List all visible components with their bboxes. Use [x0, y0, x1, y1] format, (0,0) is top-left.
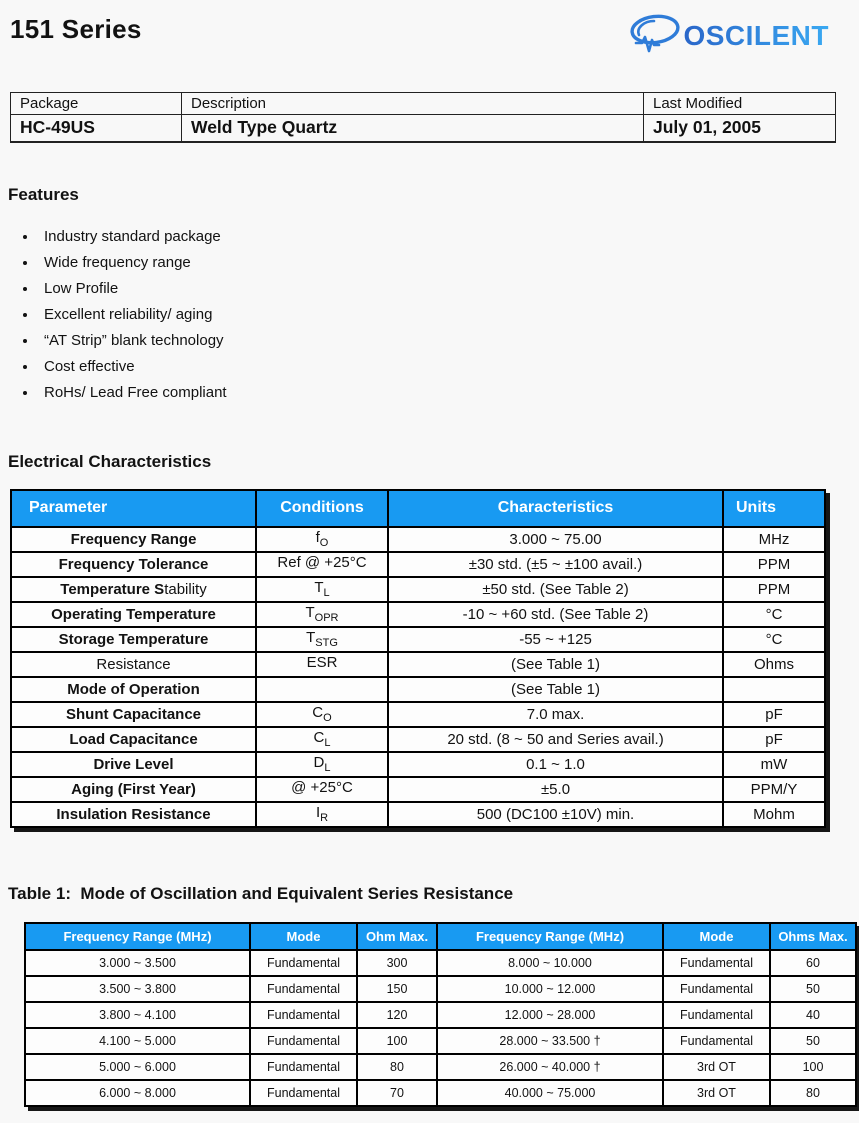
freq-range-cell: 4.100 ~ 5.000 — [25, 1028, 250, 1054]
freq-range-cell: 28.000 ~ 33.500 † — [437, 1028, 663, 1054]
table-row — [11, 677, 825, 702]
mode-cell: Fundamental — [250, 976, 357, 1002]
ohm-max-column-header: Ohm Max. — [357, 923, 437, 950]
parameter-cell — [11, 727, 256, 752]
mode-cell: Fundamental — [250, 1028, 357, 1054]
condition-subscript: O — [323, 712, 332, 724]
elec-header-row — [11, 490, 825, 527]
feature-item: • “AT Strip” blank technology — [38, 328, 851, 354]
mode-cell: Fundamental — [250, 1054, 357, 1080]
conditions-column-header: Conditions — [256, 490, 388, 527]
table-row — [11, 627, 825, 652]
oscilent-swirl-pulse-icon — [628, 12, 680, 59]
parameter-text: Mode of Operation — [67, 680, 200, 698]
table-row — [11, 802, 825, 827]
parameter-text: Operating Temperature — [51, 605, 216, 623]
units-cell: PPM — [723, 577, 825, 602]
units-cell: °C — [723, 602, 825, 627]
oscilent-logo — [628, 12, 829, 59]
table-row — [25, 976, 856, 1002]
condition-cell: $D_L$ — [256, 752, 388, 777]
parameter-text: Aging (First Year) — [71, 780, 196, 798]
condition-cell: @ +25°C — [256, 777, 388, 802]
parameter-text: Storage Temperature — [58, 630, 209, 648]
freq-range-cell: 5.000 ~ 6.000 — [25, 1054, 250, 1080]
ohm-max-cell: 70 — [357, 1080, 437, 1106]
feature-item: • Industry standard package — [38, 224, 851, 250]
ohm-max-cell: 80 — [357, 1054, 437, 1080]
parameter-text: Load Capacitance — [69, 730, 198, 748]
freq-range-cell: 6.000 ~ 8.000 — [25, 1080, 250, 1106]
parameter-cell — [11, 777, 256, 802]
package-value: HC-49US — [11, 115, 182, 142]
parameter-text: Frequency Range — [70, 530, 197, 548]
electrical-characteristics-heading: Electrical Characteristics — [8, 451, 212, 471]
units-cell: pF — [723, 702, 825, 727]
units-cell: °C — [723, 627, 825, 652]
units-cell — [723, 677, 825, 702]
parameter-cell: Temperature Stability — [11, 577, 256, 602]
units-cell: mW — [723, 752, 825, 777]
parameter-cell — [11, 627, 256, 652]
condition-subscript: OPR — [314, 612, 339, 624]
table-row — [11, 652, 825, 677]
condition-cell: $I_R$ — [256, 802, 388, 827]
condition-subscript: R — [320, 812, 329, 824]
characteristics-cell: ±50 std. (See Table 2) — [388, 577, 723, 602]
parameter-cell — [11, 602, 256, 627]
mode-cell: Fundamental — [250, 950, 357, 976]
condition-subscript: STG — [315, 637, 338, 649]
page-header — [8, 12, 851, 59]
page-title: 151 Series — [10, 14, 142, 44]
ohms-max-cell: 40 — [770, 1002, 856, 1028]
table-row — [25, 1002, 856, 1028]
parameter-cell — [11, 527, 256, 552]
description-column-header: Description — [182, 93, 644, 115]
condition-subscript: O — [319, 537, 329, 549]
units-cell: MHz — [723, 527, 825, 552]
freq-range-cell: 40.000 ~ 75.000 — [437, 1080, 663, 1106]
characteristics-cell: 20 std. (8 ~ 50 and Series avail.) — [388, 727, 723, 752]
units-cell: Ohms — [723, 652, 825, 677]
mode-cell: Fundamental — [663, 1002, 770, 1028]
condition-cell: $T_{STG}$ — [256, 627, 388, 652]
ohms-max-cell: 100 — [770, 1054, 856, 1080]
ohms-max-column-header: Ohms Max. — [770, 923, 856, 950]
freq-range-cell: 3.000 ~ 3.500 — [25, 950, 250, 976]
condition-subscript: L — [324, 737, 331, 749]
mode-column-header: Mode — [663, 923, 770, 950]
table-row — [11, 602, 825, 627]
ohms-max-cell: 50 — [770, 976, 856, 1002]
parameter-text: Frequency Tolerance — [58, 555, 209, 573]
freq-range-column-header: Frequency Range (MHz) — [25, 923, 250, 950]
table-row — [25, 1080, 856, 1106]
parameter-text: Temperature S — [60, 580, 165, 598]
table-row — [25, 950, 856, 976]
parameter-text: Drive Level — [93, 755, 174, 773]
ohm-max-cell: 300 — [357, 950, 437, 976]
units-cell: Mohm — [723, 802, 825, 827]
ohms-max-cell: 80 — [770, 1080, 856, 1106]
feature-item: • Cost effective — [38, 354, 851, 380]
features-heading: Features — [8, 184, 79, 204]
mode-column-header: Mode — [250, 923, 357, 950]
description-value: Weld Type Quartz — [182, 115, 644, 142]
characteristics-cell: (See Table 1) — [388, 652, 723, 677]
features-list — [38, 224, 851, 406]
info-data-row — [11, 115, 836, 142]
feature-item: • Low Profile — [38, 276, 851, 302]
feature-item: • Wide frequency range — [38, 250, 851, 276]
characteristics-cell: 500 (DC100 ±10V) min. — [388, 802, 723, 827]
freq-range-cell: 8.000 ~ 10.000 — [437, 950, 663, 976]
mode-cell: Fundamental — [663, 1028, 770, 1054]
parameter-text: Insulation Resistance — [56, 805, 211, 823]
parameter-cell — [11, 702, 256, 727]
characteristics-cell: -10 ~ +60 std. (See Table 2) — [388, 602, 723, 627]
mode-cell: Fundamental — [250, 1080, 357, 1106]
freq-range-cell: 26.000 ~ 40.000 † — [437, 1054, 663, 1080]
table-row — [25, 1028, 856, 1054]
freq-range-cell: 10.000 ~ 12.000 — [437, 976, 663, 1002]
last-modified-column-header: Last Modified — [644, 93, 836, 115]
feature-item: • Excellent reliability/ aging — [38, 302, 851, 328]
freq-range-cell: 12.000 ~ 28.000 — [437, 1002, 663, 1028]
table-row — [25, 1054, 856, 1080]
condition-cell: $C_L$ — [256, 727, 388, 752]
ohm-max-cell: 150 — [357, 976, 437, 1002]
condition-subscript: L — [323, 587, 330, 599]
parameter-cell — [11, 552, 256, 577]
condition-cell: ESR — [256, 652, 388, 677]
freq-range-cell: 3.800 ~ 4.100 — [25, 1002, 250, 1028]
units-cell: pF — [723, 727, 825, 752]
package-info-table — [10, 92, 836, 143]
mode-cell: Fundamental — [250, 1002, 357, 1028]
characteristics-cell: ±5.0 — [388, 777, 723, 802]
units-cell: PPM/Y — [723, 777, 825, 802]
table-row — [11, 527, 825, 552]
characteristics-cell: ±30 std. (±5 ~ ±100 avail.) — [388, 552, 723, 577]
characteristics-cell: 3.000 ~ 75.00 — [388, 527, 723, 552]
table1-header-row — [25, 923, 856, 950]
freq-range-cell: 3.500 ~ 3.800 — [25, 976, 250, 1002]
units-cell: PPM — [723, 552, 825, 577]
condition-subscript: L — [324, 762, 331, 774]
package-column-header: Package — [11, 93, 182, 115]
parameter-text: Shunt Capacitance — [65, 705, 202, 723]
table-row — [11, 752, 825, 777]
mode-cell: Fundamental — [663, 950, 770, 976]
condition-cell — [256, 677, 388, 702]
parameter-cell: Resistance — [11, 652, 256, 677]
parameter-cell — [11, 752, 256, 777]
table-row — [11, 777, 825, 802]
ohm-max-cell: 100 — [357, 1028, 437, 1054]
info-header-row — [11, 93, 836, 115]
ohms-max-cell: 50 — [770, 1028, 856, 1054]
mode-cell: 3rd OT — [663, 1080, 770, 1106]
ohms-max-cell: 60 — [770, 950, 856, 976]
condition-cell: Ref @ +25°C — [256, 552, 388, 577]
electrical-characteristics-table — [10, 489, 826, 828]
ohm-max-cell: 120 — [357, 1002, 437, 1028]
parameter-cell — [11, 677, 256, 702]
condition-cell: $f_O$ — [256, 527, 388, 552]
feature-item: • RoHs/ Lead Free compliant — [38, 380, 851, 406]
freq-range-column-header: Frequency Range (MHz) — [437, 923, 663, 950]
table1-heading: Table 1: Mode of Oscillation and Equivalent Series Resistance — [8, 883, 514, 903]
characteristics-cell: 0.1 ~ 1.0 — [388, 752, 723, 777]
units-column-header: Units — [723, 490, 825, 527]
condition-cell: $T_L$ — [256, 577, 388, 602]
table-row — [11, 727, 825, 752]
characteristics-cell: (See Table 1) — [388, 677, 723, 702]
mode-esr-table — [24, 922, 857, 1107]
table-row — [11, 702, 825, 727]
mode-cell: 3rd OT — [663, 1054, 770, 1080]
oscilent-wordmark: OSCILENT — [683, 19, 829, 51]
last-modified-value: July 01, 2005 — [644, 115, 836, 142]
characteristics-column-header: Characteristics — [388, 490, 723, 527]
condition-cell: $T_{OPR}$ — [256, 602, 388, 627]
characteristics-cell: 7.0 max. — [388, 702, 723, 727]
parameter-cell — [11, 802, 256, 827]
table-row — [11, 577, 825, 602]
condition-cell: $C_O$ — [256, 702, 388, 727]
characteristics-cell: -55 ~ +125 — [388, 627, 723, 652]
mode-cell: Fundamental — [663, 976, 770, 1002]
table-row — [11, 552, 825, 577]
parameter-column-header: Parameter — [11, 490, 256, 527]
